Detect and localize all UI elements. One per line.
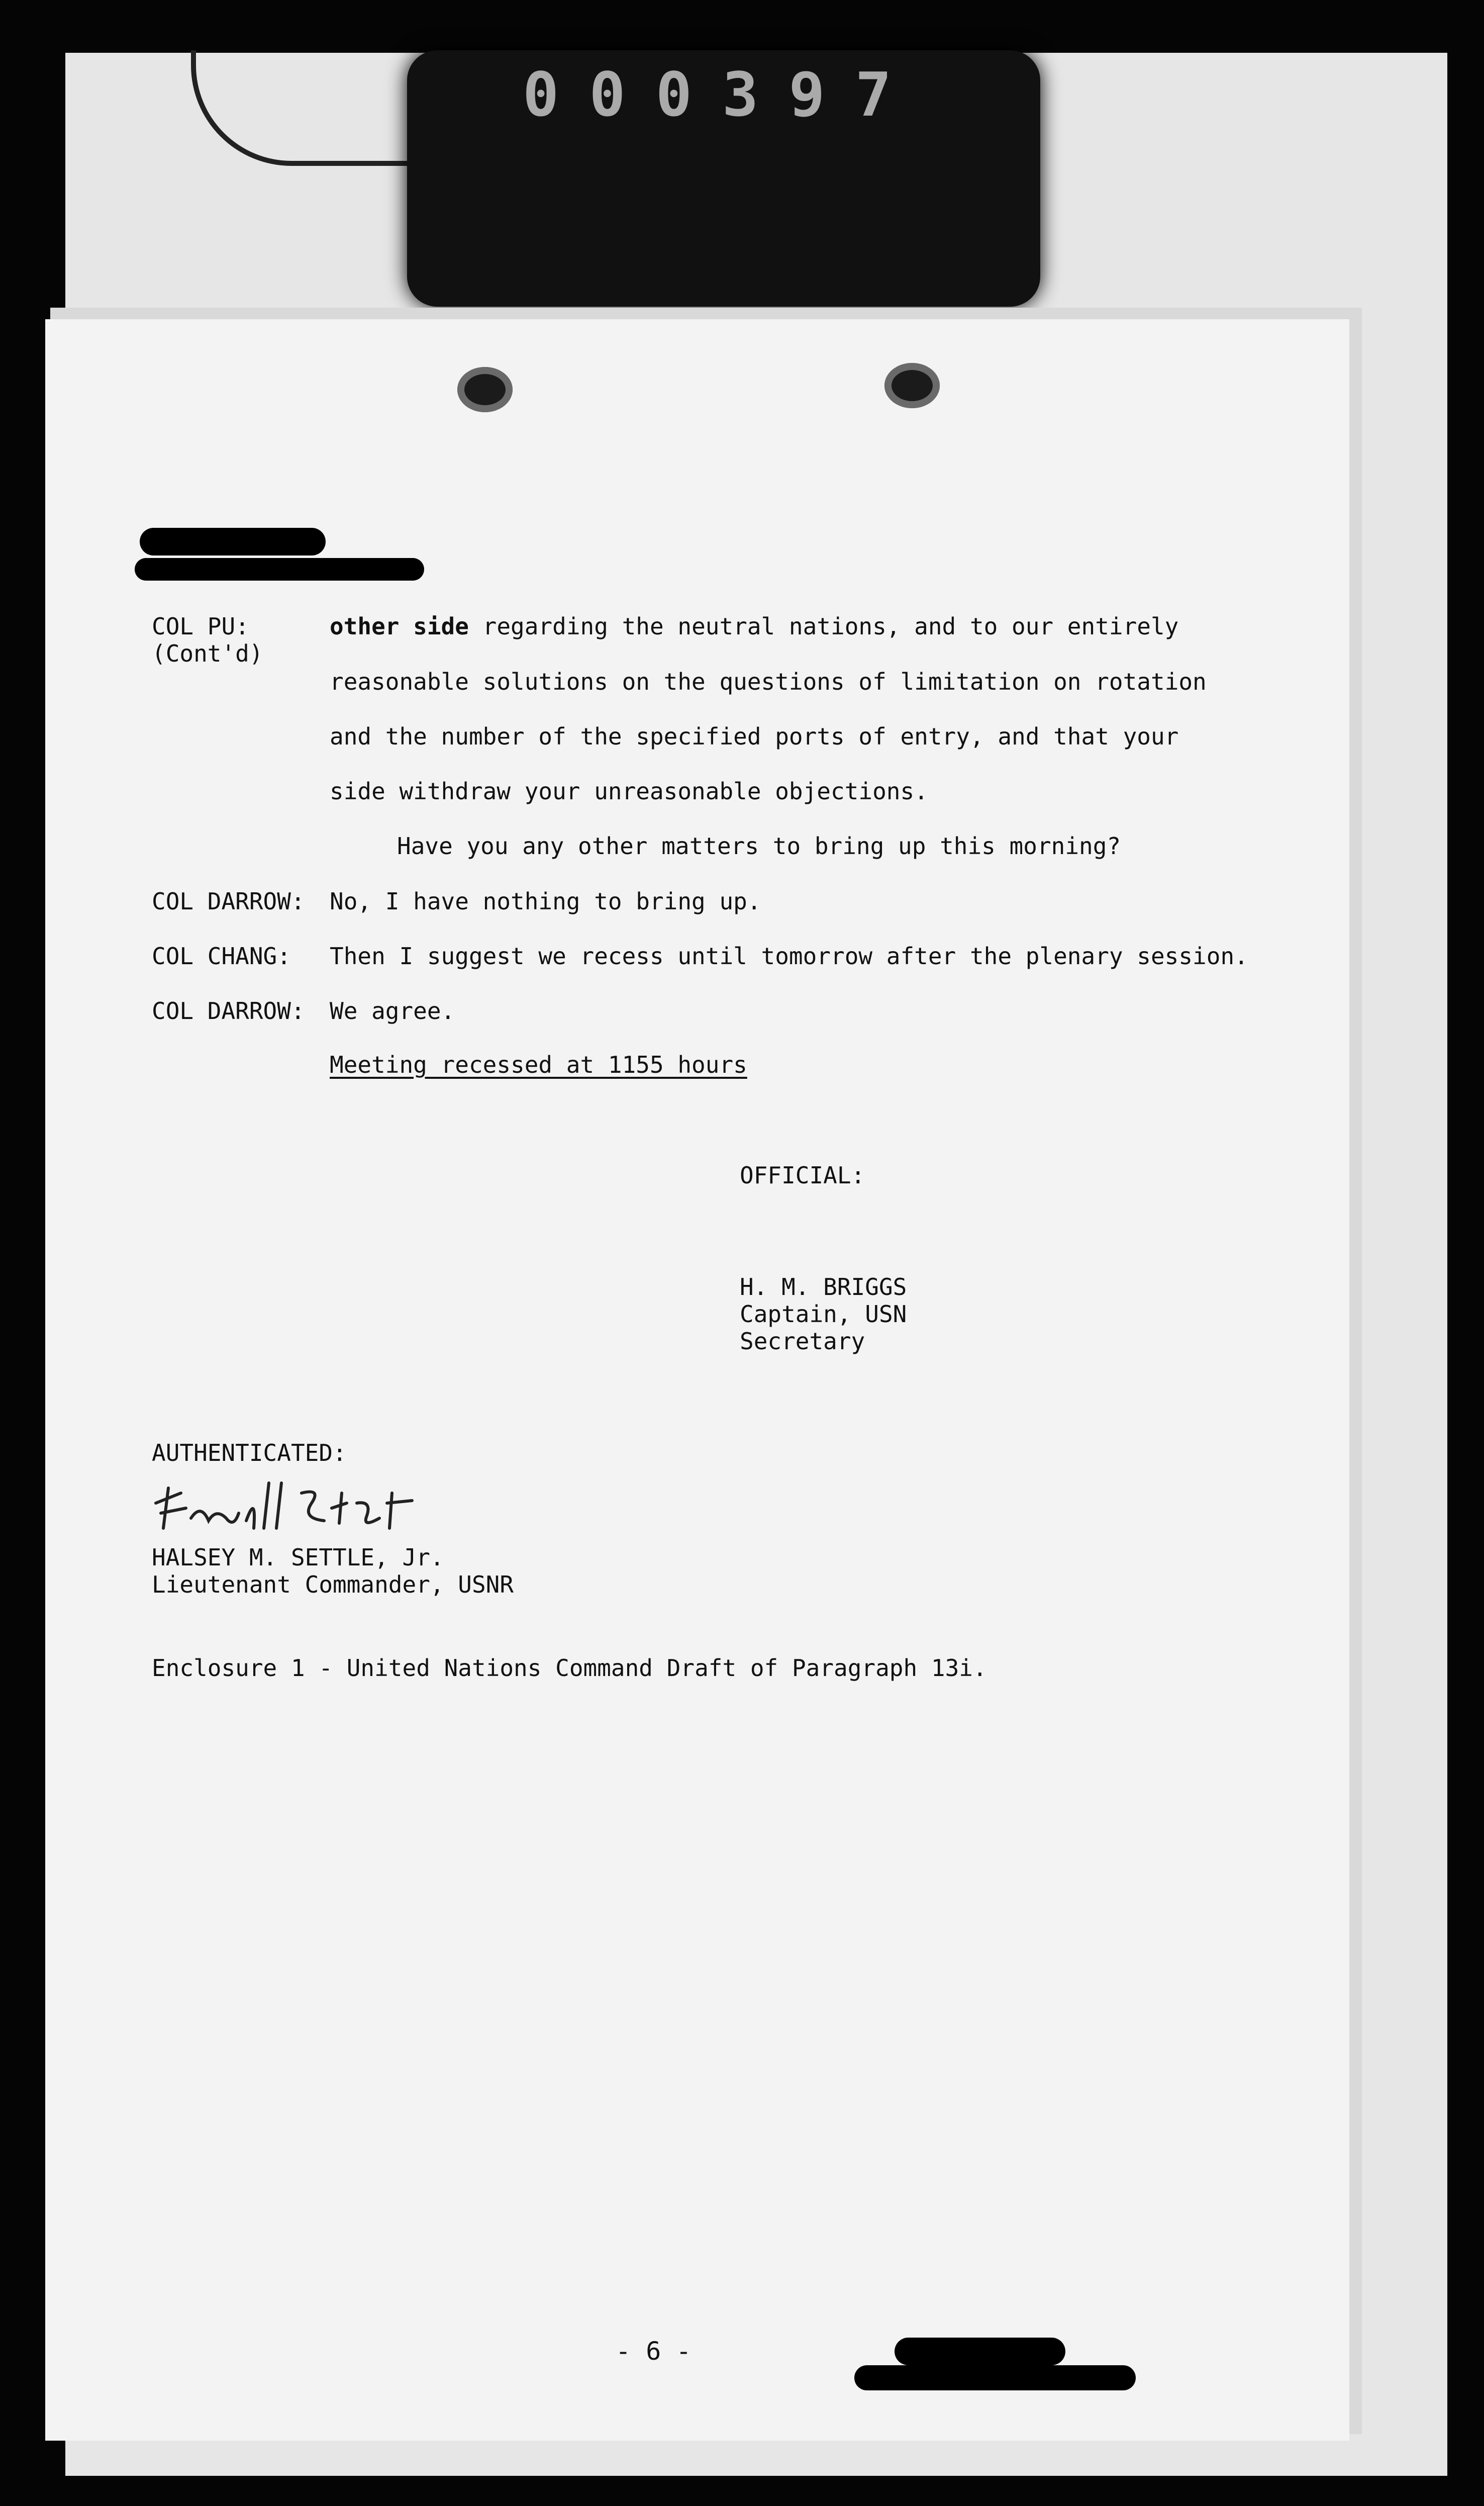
authenticated-name: HALSEY M. SETTLE, Jr.: [152, 1544, 444, 1571]
bold-prefix: other side: [330, 613, 469, 640]
transcript-line: and the number of the specified ports of entry, and that your: [330, 723, 1179, 750]
handwritten-signature: [151, 1473, 452, 1538]
authenticated-heading: AUTHENTICATED:: [152, 1439, 347, 1466]
counter-digit: 0: [523, 60, 562, 130]
recess-note: Meeting recessed at 1155 hours: [330, 1051, 747, 1078]
frame-counter-digits: [523, 60, 895, 130]
transcript-line: side withdraw your unreasonable objections.: [330, 778, 928, 805]
official-title: Secretary: [740, 1328, 865, 1355]
punch-hole-right: [884, 363, 940, 408]
counter-digit: 0: [655, 60, 695, 130]
official-name: H. M. BRIGGS: [740, 1273, 907, 1301]
line-rest: regarding the neutral nations, and to our entirely: [468, 613, 1179, 640]
transcript-line: [330, 612, 1178, 640]
redaction-bar: [895, 2338, 1065, 2365]
redaction-bar: [135, 558, 424, 581]
punch-hole-left: [457, 367, 513, 412]
redaction-bar: [140, 528, 326, 555]
speaker-label: COL CHANG:: [152, 943, 291, 970]
authenticated-rank: Lieutenant Commander, USNR: [152, 1571, 514, 1598]
speaker-label: COL DARROW:: [152, 997, 305, 1025]
enclosure-note: Enclosure 1 - United Nations Command Draft of Paragraph 13i.: [152, 1654, 987, 1682]
counter-digit: 7: [855, 60, 895, 130]
page-number: - 6 -: [616, 2337, 691, 2366]
counter-digit: 9: [788, 60, 828, 130]
counter-digit: 3: [722, 60, 762, 130]
speaker-label: (Cont'd): [152, 640, 263, 667]
speaker-label: COL DARROW:: [152, 888, 305, 915]
official-rank: Captain, USN: [740, 1301, 907, 1328]
speaker-label: COL PU:: [152, 613, 249, 640]
transcript-line: Then I suggest we recess until tomorrow after the plenary session.: [330, 943, 1248, 970]
transcript-line: Have you any other matters to bring up this morning?: [397, 832, 1121, 860]
redaction-bar: [854, 2365, 1136, 2390]
transcript-line: No, I have nothing to bring up.: [330, 888, 761, 915]
transcript-line: We agree.: [330, 997, 455, 1025]
transcript-line: reasonable solutions on the questions of limitation on rotation: [330, 668, 1207, 695]
counter-digit: 0: [589, 60, 629, 130]
official-heading: OFFICIAL:: [740, 1162, 865, 1189]
